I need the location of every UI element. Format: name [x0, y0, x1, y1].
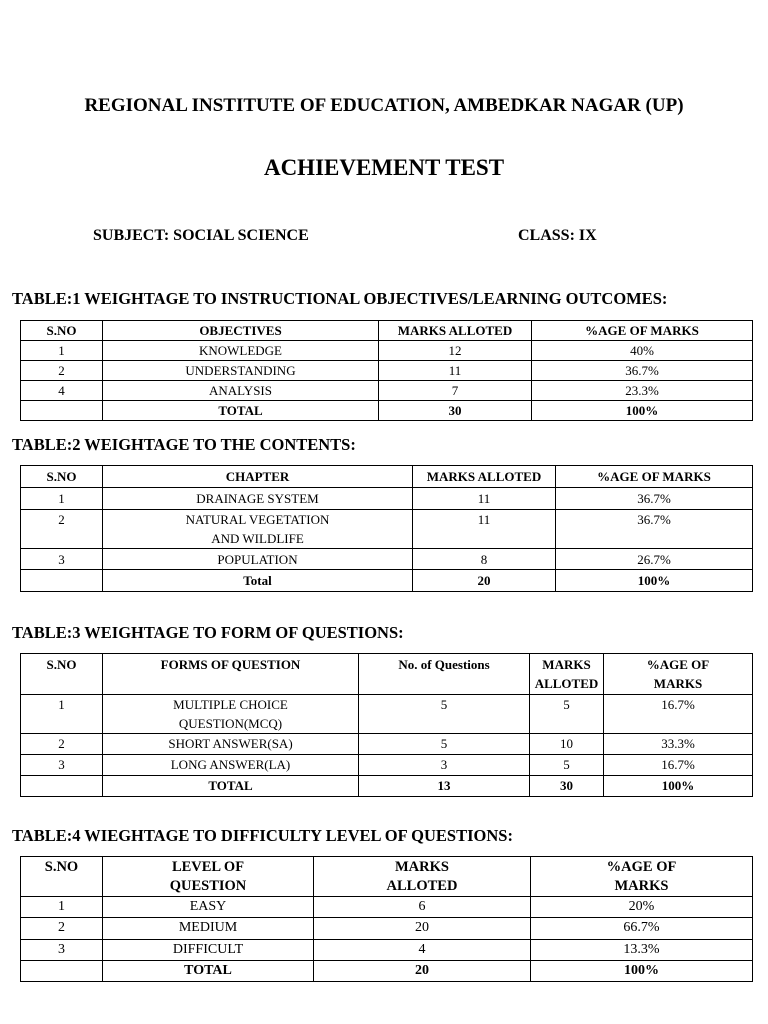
table-total-row [21, 960, 753, 981]
header-cell: FORMS OF QUESTION [103, 654, 359, 695]
header-line-2: ALLOTED [534, 676, 599, 691]
header-cell: %AGE OF MARKS [532, 321, 753, 341]
table-cell: SHORT ANSWER(SA) [103, 734, 359, 755]
table-total-row [21, 776, 753, 797]
total-questions: 13 [359, 776, 530, 797]
table-cell: DRAINAGE SYSTEM [103, 488, 413, 510]
header-cell: OBJECTIVES [103, 321, 379, 341]
table-cell [103, 695, 359, 734]
institute-name: REGIONAL INSTITUTE OF EDUCATION, AMBEDKAR NAGAR (UP) [84, 95, 684, 116]
table-row [21, 361, 753, 381]
table-cell: 11 [413, 510, 556, 549]
table-row [21, 549, 753, 570]
table-1-caption: TABLE:1 WEIGHTAGE TO INSTRUCTIONAL OBJECTIVES/LEARNING OUTCOMES: [12, 289, 668, 308]
header-line-2: MARKS [614, 878, 669, 894]
table-cell: 2 [21, 918, 103, 939]
total-marks: 30 [530, 776, 604, 797]
table-cell: KNOWLEDGE [103, 341, 379, 361]
table-row [21, 510, 753, 549]
header-cell: MARKS ALLOTED [413, 466, 556, 488]
header-line-2: ALLOTED [386, 878, 458, 894]
header-cell: MARKS ALLOTED [379, 321, 532, 341]
header-cell: S.NO [21, 466, 103, 488]
total-marks: 30 [379, 401, 532, 421]
header-cell: CHAPTER [103, 466, 413, 488]
header-line-1: MARKS [542, 657, 591, 672]
table-cell: MEDIUM [103, 918, 314, 939]
table-cell [21, 776, 103, 797]
table-cell: 8 [413, 549, 556, 570]
header-line-2: MARKS [653, 676, 703, 691]
header-cell [530, 654, 604, 695]
table-cell: 3 [21, 939, 103, 960]
table-header-row [21, 654, 753, 695]
table-cell: 36.7% [532, 361, 753, 381]
chapter-line-1: NATURAL VEGETATION [185, 512, 330, 527]
table-cell: ANALYSIS [103, 381, 379, 401]
header-cell: %AGE OF MARKS [556, 466, 753, 488]
table-cell: DIFFICULT [103, 939, 314, 960]
table-cell: 16.7% [604, 755, 753, 776]
table-cell: 3 [21, 549, 103, 570]
header-cell [314, 857, 531, 897]
table-header-row [21, 466, 753, 488]
table-header-row [21, 857, 753, 897]
table-total-row [21, 401, 753, 421]
form-line-1: MULTIPLE CHOICE [173, 697, 288, 712]
header-line-1: %AGE OF [646, 657, 710, 672]
table-2-caption: TABLE:2 WEIGHTAGE TO THE CONTENTS: [12, 435, 356, 454]
header-cell: No. of Questions [359, 654, 530, 695]
table-cell: 40% [532, 341, 753, 361]
header-cell: S.NO [21, 857, 103, 897]
table-cell: 12 [379, 341, 532, 361]
table-cell: 2 [21, 361, 103, 381]
table-row [21, 341, 753, 361]
table-cell: 3 [359, 755, 530, 776]
table-cell: 66.7% [531, 918, 753, 939]
header-line-2: QUESTION [169, 878, 247, 894]
table-row [21, 755, 753, 776]
total-marks: 20 [314, 960, 531, 981]
table-2-contents [20, 465, 753, 592]
header-line-1: LEVEL OF [171, 859, 245, 875]
table-3-caption: TABLE:3 WEIGHTAGE TO FORM OF QUESTIONS: [12, 623, 404, 642]
total-label: Total [103, 570, 413, 592]
header-cell [103, 857, 314, 897]
table-cell: 4 [21, 381, 103, 401]
table-cell: 7 [379, 381, 532, 401]
table-cell [21, 570, 103, 592]
table-cell: 3 [21, 755, 103, 776]
table-row [21, 695, 753, 734]
table-row [21, 381, 753, 401]
table-1-objectives [20, 320, 753, 421]
table-cell: EASY [103, 897, 314, 918]
header-cell [531, 857, 753, 897]
table-row [21, 939, 753, 960]
table-cell: 5 [359, 695, 530, 734]
table-cell: 6 [314, 897, 531, 918]
table-4-difficulty [20, 856, 753, 982]
total-marks: 20 [413, 570, 556, 592]
table-cell: 10 [530, 734, 604, 755]
total-percent: 100% [556, 570, 753, 592]
table-cell: 13.3% [531, 939, 753, 960]
subject-label: SUBJECT: SOCIAL SCIENCE [93, 227, 309, 244]
table-cell [21, 960, 103, 981]
table-cell: 36.7% [556, 510, 753, 549]
header-cell [604, 654, 753, 695]
total-label: TOTAL [103, 960, 314, 981]
table-cell: 5 [530, 695, 604, 734]
total-label: TOTAL [103, 401, 379, 421]
table-cell: 20 [314, 918, 531, 939]
table-cell: 1 [21, 488, 103, 510]
total-percent: 100% [532, 401, 753, 421]
table-cell: 11 [413, 488, 556, 510]
table-4-caption: TABLE:4 WIEGHTAGE TO DIFFICULTY LEVEL OF QUESTIONS: [12, 826, 513, 845]
table-total-row [21, 570, 753, 592]
table-cell: 5 [359, 734, 530, 755]
table-cell: 16.7% [604, 695, 753, 734]
header-cell: S.NO [21, 654, 103, 695]
header-line-1: MARKS [395, 859, 449, 875]
table-cell: POPULATION [103, 549, 413, 570]
total-percent: 100% [531, 960, 753, 981]
table-row [21, 734, 753, 755]
table-row [21, 897, 753, 918]
class-label: CLASS: IX [518, 227, 597, 244]
table-cell: 5 [530, 755, 604, 776]
total-label: TOTAL [103, 776, 359, 797]
table-cell: UNDERSTANDING [103, 361, 379, 381]
table-header-row [21, 321, 753, 341]
header-line-1: %AGE OF [606, 859, 677, 875]
table-row [21, 488, 753, 510]
chapter-line-2: AND WILDLIFE [211, 531, 304, 546]
header-cell: S.NO [21, 321, 103, 341]
table-3-question-forms [20, 653, 753, 797]
table-row [21, 918, 753, 939]
table-cell: 26.7% [556, 549, 753, 570]
table-cell: 4 [314, 939, 531, 960]
table-cell: 33.3% [604, 734, 753, 755]
page-title: ACHIEVEMENT TEST [263, 155, 505, 180]
table-cell [103, 510, 413, 549]
table-cell: LONG ANSWER(LA) [103, 755, 359, 776]
table-cell: 1 [21, 341, 103, 361]
table-cell: 1 [21, 695, 103, 734]
table-cell: 1 [21, 897, 103, 918]
table-cell: 2 [21, 734, 103, 755]
table-cell: 23.3% [532, 381, 753, 401]
table-cell: 2 [21, 510, 103, 549]
table-cell: 36.7% [556, 488, 753, 510]
table-cell: 11 [379, 361, 532, 381]
total-percent: 100% [604, 776, 753, 797]
table-cell: 20% [531, 897, 753, 918]
form-line-2: QUESTION(MCQ) [178, 716, 283, 731]
table-cell [21, 401, 103, 421]
